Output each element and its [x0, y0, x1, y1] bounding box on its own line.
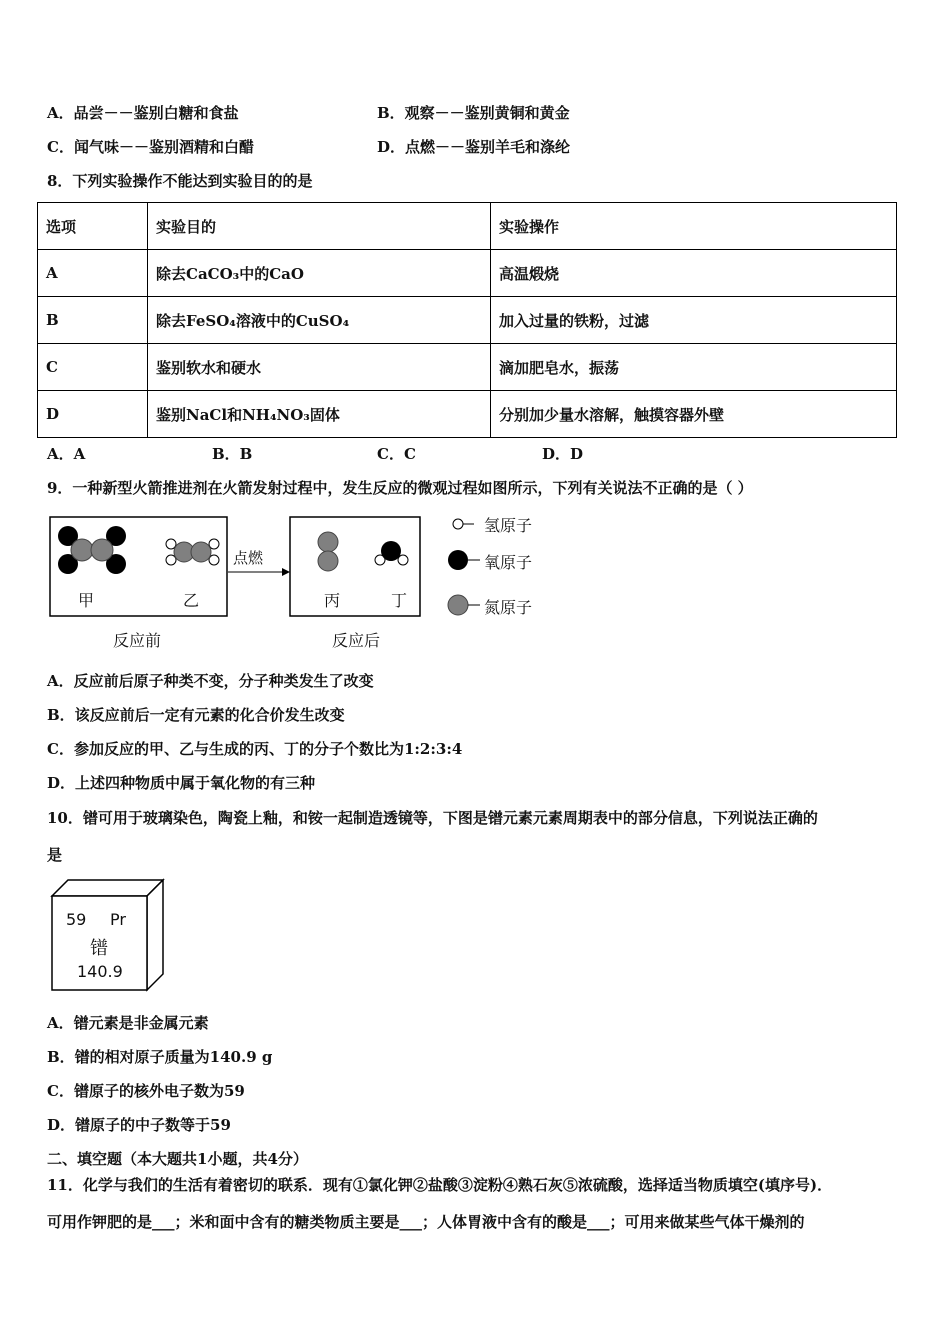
header-cell: 实验操作 [491, 203, 897, 250]
cell: 分别加少量水溶解，触摸容器外壁 [491, 391, 897, 438]
cell: 鉴别NaCl和NH₄NO₃固体 [148, 391, 491, 438]
element-symbol: Pr [110, 910, 126, 929]
q7-option-a: A．品尝－－鉴别白糖和食盐 [47, 104, 239, 122]
q11-line1: 11．化学与我们的生活有着密切的联系．现有①氯化钾②盐酸③淀粉④熟石灰⑤浓硫酸，选择适当物质填空(填序号)． [47, 1176, 833, 1194]
q8-option-a: A．A [47, 445, 86, 463]
cell: C [38, 344, 148, 391]
element-name: 镨 [90, 938, 108, 959]
label-yi: 乙 [183, 591, 200, 610]
molecule-jia [58, 526, 126, 574]
legend-oxygen-icon [448, 550, 480, 570]
molecule-yi [166, 539, 219, 565]
cell: D [38, 391, 148, 438]
q8-option-d: D．D [542, 445, 584, 463]
label-bing: 丙 [324, 591, 341, 610]
q9-option-a: A．反应前后原子种类不变，分子种类发生了改变 [47, 672, 374, 690]
q10-option-a: A．镨元素是非金属元素 [47, 1014, 209, 1032]
cell: 除去FeSO₄溶液中的CuSO₄ [148, 297, 491, 344]
label-after: 反应后 [332, 631, 381, 650]
table-row [38, 391, 897, 438]
q7-option-d: D．点燃－－鉴别羊毛和涤纶 [377, 138, 571, 156]
label-jia: 甲 [78, 591, 95, 610]
label-before: 反应前 [113, 631, 162, 650]
q11-line2: 可用作钾肥的是___；米和面中含有的糖类物质主要是___；人体胃液中含有的酸是___；可用来做某些气体干燥剂的 [47, 1213, 805, 1231]
q8-stem: 8．下列实验操作不能达到实验目的的是 [47, 172, 313, 190]
header-cell: 实验目的 [148, 203, 491, 250]
legend-hydrogen: 氢原子 [484, 516, 533, 535]
cell: 除去CaCO₃中的CaO [148, 250, 491, 297]
q8-option-c: C．C [377, 445, 416, 463]
label-ding: 丁 [391, 591, 408, 610]
q9-option-b: B．该反应前后一定有元素的化合价发生改变 [47, 706, 345, 724]
q10-option-d: D．镨原子的中子数等于59 [47, 1116, 231, 1134]
q8-table [37, 202, 897, 438]
q7-option-b: B．观察－－鉴别黄铜和黄金 [377, 104, 570, 122]
table-header-row [38, 203, 897, 250]
table-row [38, 297, 897, 344]
header-cell: 选项 [38, 203, 148, 250]
cell: B [38, 297, 148, 344]
cell: 加入过量的铁粉，过滤 [491, 297, 897, 344]
cell: 滴加肥皂水，振荡 [491, 344, 897, 391]
q10-option-c: C．镨原子的核外电子数为59 [47, 1082, 245, 1100]
cell: 鉴别软水和硬水 [148, 344, 491, 391]
cell: A [38, 250, 148, 297]
q10-stem: 10．镨可用于玻璃染色，陶瓷上釉，和铵一起制造透镜等，下图是镨元素元素周期表中的部分信息，下列说法正确的 [47, 809, 818, 827]
legend-hydrogen-icon [453, 519, 474, 529]
legend-oxygen: 氧原子 [484, 553, 533, 572]
q10-option-b: B．镨的相对原子质量为140.9 g [47, 1048, 273, 1066]
table-row [38, 344, 897, 391]
molecule-ding [375, 541, 408, 565]
arrow-label: 点燃 [233, 549, 264, 567]
molecule-bing [318, 532, 338, 571]
cell: 高温煅烧 [491, 250, 897, 297]
q8-option-b: B．B [212, 445, 253, 463]
atomic-mass: 140.9 [77, 962, 123, 981]
section-heading: 二、填空题（本大题共1小题，共4分） [47, 1150, 308, 1168]
q9-stem: 9．一种新型火箭推进剂在火箭发射过程中，发生反应的微观过程如图所示，下列有关说法不正确的是（ ） [47, 479, 753, 497]
q10-stem-cont: 是 [47, 846, 63, 864]
q7-option-c: C．闻气味－－鉴别酒精和白醋 [47, 138, 254, 156]
q9-option-d: D．上述四种物质中属于氧化物的有三种 [47, 774, 316, 792]
atomic-number: 59 [66, 910, 87, 929]
q9-option-c: C．参加反应的甲、乙与生成的丙、丁的分子个数比为1:2:3:4 [47, 740, 463, 758]
table-row [38, 250, 897, 297]
legend-nitrogen: 氮原子 [484, 598, 533, 617]
legend-nitrogen-icon [448, 595, 480, 615]
